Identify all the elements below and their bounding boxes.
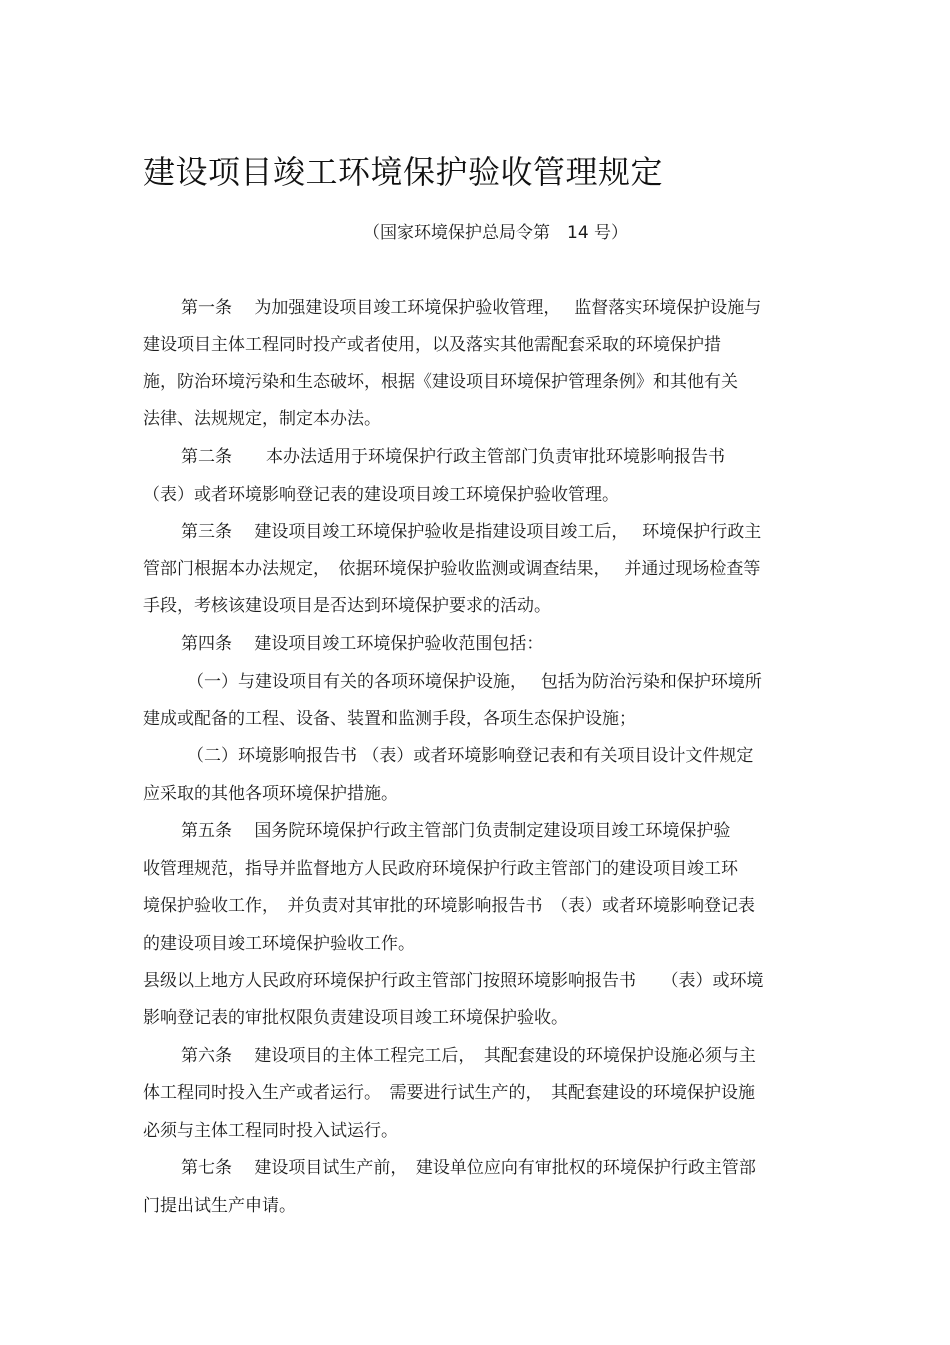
article-3-line-3: 手段，考核该建设项目是否达到环境保护要求的活动。 [143, 596, 551, 616]
article-6-line-3: 必须与主体工程同时投入试运行。 [143, 1121, 398, 1141]
article-5-line-5: 县级以上地方人民政府环境保护行政主管部门按照环境影响报告书 （表）或环境 [143, 971, 764, 991]
article-5-line-1: 第五条 国务院环境保护行政主管部门负责制定建设项目竣工环境保护验 [181, 821, 731, 841]
article-4-item-1-line-1: （一）与建设项目有关的各项环境保护设施， 包括为防治污染和保护环境所 [187, 672, 762, 692]
article-6-line-1: 第六条 建设项目的主体工程完工后， 其配套建设的环境保护设施必须与主 [181, 1046, 756, 1066]
article-2-line-2: （表）或者环境影响登记表的建设项目竣工环境保护验收管理。 [143, 485, 619, 505]
article-4-line-1: 第四条 建设项目竣工环境保护验收范围包括： [181, 634, 544, 654]
article-5-line-6: 影响登记表的审批权限负责建设项目竣工环境保护验收。 [143, 1008, 568, 1028]
document-title: 建设项目竣工环境保护验收管理规定 [143, 153, 664, 191]
article-5-line-2: 收管理规范，指导并监督地方人民政府环境保护行政主管部门的建设项目竣工环 [143, 859, 738, 879]
article-1-line-3: 施，防治环境污染和生态破坏，根据《建设项目环境保护管理条例》和其他有关 [143, 372, 738, 392]
article-4-item-1-line-2: 建成或配备的工程、设备、装置和监测手段，各项生态保护设施； [143, 709, 636, 729]
article-4-item-2-line-1: （二）环境影响报告书 （表）或者环境影响登记表和有关项目设计文件规定 [187, 746, 754, 766]
document-subtitle: （国家环境保护总局令第 14 号） [363, 223, 629, 243]
article-1-line-2: 建设项目主体工程同时投产或者使用，以及落实其他需配套采取的环境保护措 [143, 335, 721, 355]
article-7-line-2: 门提出试生产申请。 [143, 1196, 296, 1216]
article-7-line-1: 第七条 建设项目试生产前， 建设单位应向有审批权的环境保护行政主管部 [181, 1158, 756, 1178]
article-2-line-1: 第二条 本办法适用于环境保护行政主管部门负责审批环境影响报告书 [181, 447, 725, 467]
article-1-line-4: 法律、法规规定，制定本办法。 [143, 409, 381, 429]
article-5-line-4: 的建设项目竣工环境保护验收工作。 [143, 934, 415, 954]
article-5-line-3: 境保护验收工作， 并负责对其审批的环境影响报告书 （表）或者环境影响登记表 [143, 896, 755, 916]
article-1-line-1: 第一条 为加强建设项目竣工环境保护验收管理， 监督落实环境保护设施与 [181, 298, 762, 318]
article-3-line-2: 管部门根据本办法规定， 依据环境保护验收监测或调查结果， 并通过现场检查等 [143, 559, 761, 579]
article-4-item-2-line-2: 应采取的其他各项环境保护措施。 [143, 784, 398, 804]
article-6-line-2: 体工程同时投入生产或者运行。 需要进行试生产的， 其配套建设的环境保护设施 [143, 1083, 755, 1103]
article-3-line-1: 第三条 建设项目竣工环境保护验收是指建设项目竣工后， 环境保护行政主 [181, 522, 762, 542]
